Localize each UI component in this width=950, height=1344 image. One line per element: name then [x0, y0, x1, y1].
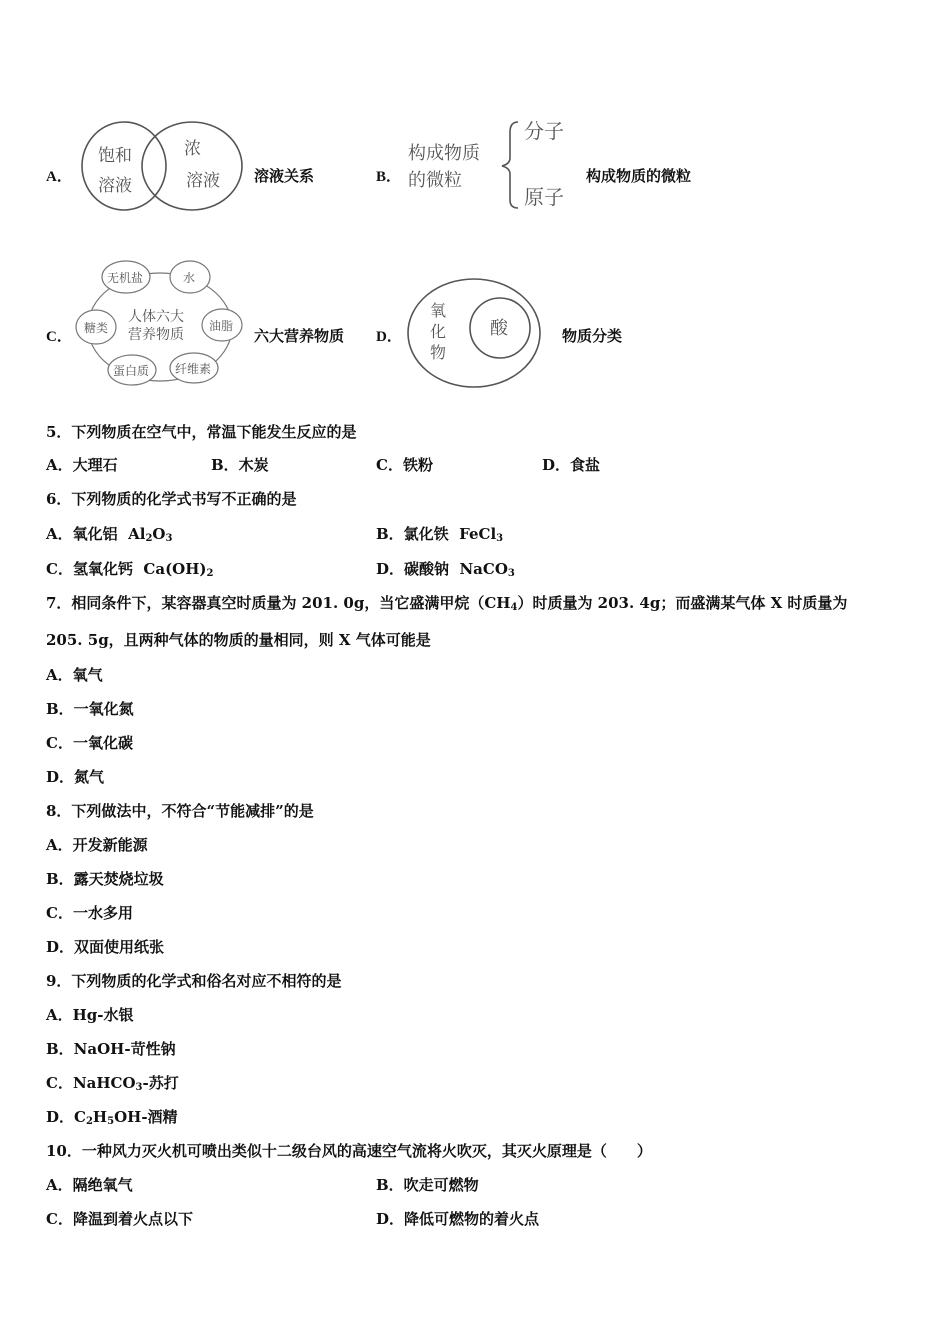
ring-node-carbohydrate — [76, 310, 116, 344]
svg-text:水: 水 — [183, 271, 196, 285]
q8-stem: 8．下列做法中，不符合“节能减排”的是 — [46, 802, 314, 820]
brace-branch-molecule: 分子 — [524, 119, 564, 143]
venn-left-line2: 溶液 — [98, 176, 132, 196]
venn-right-line2: 溶液 — [186, 171, 220, 191]
option-d-caption: 物质分类 — [562, 327, 623, 345]
q7-option-a: A．氧气 — [46, 666, 103, 684]
q10-option-d: D．降低可燃物的着火点 — [376, 1210, 540, 1228]
ring-node-protein — [108, 355, 156, 385]
q8-option-c: C．一水多用 — [46, 904, 133, 922]
q6-option-d: D．碳酸钠 NaCO$_3$ — [376, 560, 515, 579]
q9-stem: 9．下列物质的化学式和俗名对应不相符的是 — [46, 972, 342, 990]
q8-option-b: B．露天焚烧垃圾 — [46, 870, 164, 888]
nutrients-ring-diagram — [70, 255, 250, 390]
option-c-caption: 六大营养物质 — [254, 327, 345, 345]
option-c-letter: C． — [46, 329, 72, 345]
q7-option-d: D．氮气 — [46, 768, 105, 786]
ring-node-fiber — [170, 353, 218, 383]
q5-stem: 5．下列物质在空气中，常温下能发生反应的是 — [46, 423, 357, 441]
q9-option-c: C．NaHCO$_3$-苏打 — [46, 1074, 179, 1093]
q10-option-a: A．隔绝氧气 — [46, 1176, 133, 1194]
option-b-letter: B． — [376, 169, 402, 185]
q6-stem: 6．下列物质的化学式书写不正确的是 — [46, 490, 297, 508]
q9-option-d: D．$C_2H_5OH-$酒精 — [46, 1108, 178, 1127]
q7-option-c: C．一氧化碳 — [46, 734, 133, 752]
q6-option-a: A．氧化铝 $Al_2O_3$ — [46, 525, 173, 544]
q7-stem-line1: 7．相同条件下，某容器真空时质量为 201. 0g，当它盛满甲烷$(CH_4)$时质量为 203. 4g；而盛满某气体 X 时质量为 — [46, 594, 848, 613]
ring-center-line2: 营养物质 — [128, 327, 184, 343]
svg-text:蛋白质: 蛋白质 — [113, 364, 150, 378]
q5-option-b: B．木炭 — [211, 456, 269, 474]
ring-node-fat — [202, 309, 242, 341]
option-a-caption: 溶液关系 — [254, 167, 315, 185]
venn-right-line1: 浓 — [184, 139, 201, 159]
ring-node-water — [170, 261, 210, 293]
svg-text:纤维素: 纤维素 — [175, 362, 212, 376]
svg-text:油脂: 油脂 — [209, 319, 234, 333]
brace-stem-line2: 的微粒 — [408, 170, 462, 191]
classification-diagram — [404, 276, 549, 391]
svg-text:糖类: 糖类 — [84, 321, 109, 335]
q9-option-a: A．Hg-水银 — [46, 1006, 134, 1024]
q7-option-b: B．一氧化氮 — [46, 700, 134, 718]
q8-option-a: A．开发新能源 — [46, 836, 148, 854]
venn-left-line1: 饱和 — [98, 146, 132, 166]
ring-center-line1: 人体六大 — [128, 309, 184, 325]
q7-stem-line2: 205. 5g，且两种气体的物质的量相同，则 X 气体可能是 — [46, 631, 431, 649]
particle-brace-diagram — [404, 112, 584, 212]
q5-option-c: C．铁粉 — [376, 456, 433, 474]
brace-branch-atom: 原子 — [524, 185, 564, 209]
option-a-letter: A． — [46, 169, 72, 185]
brace-stem-line1: 构成物质 — [408, 143, 480, 164]
outer-label-3: 物 — [430, 343, 447, 362]
inner-label-acid: 酸 — [490, 318, 508, 339]
q6-option-c: C．氢氧化钙 $Ca(OH)_2$ — [46, 560, 214, 579]
outer-label-1: 氧 — [430, 301, 447, 320]
outer-label-2: 化 — [430, 322, 447, 341]
q10-option-c: C．降温到着火点以下 — [46, 1210, 193, 1228]
svg-text:无机盐: 无机盐 — [107, 271, 144, 285]
ring-node-inorganic-salt — [102, 261, 150, 293]
q10-stem: 10．一种风力灭火机可喷出类似十二级台风的高速空气流将火吹灭，其灭火原理是（ ） — [46, 1142, 652, 1160]
q9-option-b: B．NaOH-苛性钠 — [46, 1040, 176, 1058]
q10-option-b: B．吹走可燃物 — [376, 1176, 479, 1194]
q5-option-d: D．食盐 — [542, 456, 601, 474]
option-d-letter: D． — [376, 329, 402, 345]
solution-venn-diagram — [76, 118, 246, 214]
option-b-caption: 构成物质的微粒 — [586, 167, 692, 185]
q6-option-b: B．氯化铁 FeCl$_3$ — [376, 525, 504, 544]
q8-option-d: D．双面使用纸张 — [46, 938, 165, 956]
q5-option-a: A．大理石 — [46, 456, 118, 474]
